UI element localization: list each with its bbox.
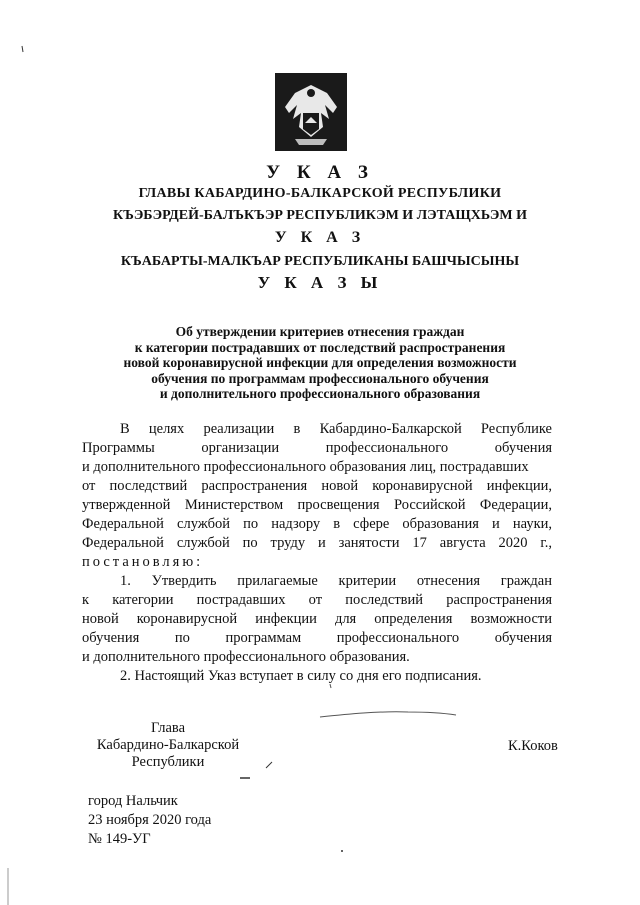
kabardian-heading: КЪЭБЭРДЕЙ-БАЛЪКЪЭР РЕСПУБЛИКЭМ И ЛЭТАЩХЬЭМ И [112,208,528,223]
body-line: от последствий распространения новой коронавирусной инфекции, [82,478,552,494]
body-line: Федеральной службой по труду и занятости 17 августа 2020 г., [82,535,552,551]
balkar-heading: КЪАБАРТЫ-МАЛКЪАР РЕСПУБЛИКАНЫ БАШЧЫСЫНЫ [120,254,520,269]
body-line: Федеральной службой по надзору в сфере образования и науки, [82,516,552,532]
item-2-line: 2. Настоящий Указ вступает в силу со дня его подписания. [120,668,482,684]
resolve-word: постановляю: [82,554,204,570]
body-line: утвержденной Министерством просвещения Российской Федерации, [82,497,552,513]
item-1-line: 1. Утвердить прилагаемые критерии отнесения граждан [120,573,552,589]
position-line: Кабардино-Балкарской [96,737,240,753]
city: город Нальчик [88,793,178,809]
signature-scribble [318,709,458,719]
position-line: Глава [150,720,186,736]
item-1-line: и дополнительного профессионального образования. [82,649,410,665]
decree-heading: У К А З [266,162,374,183]
head-of-republic-heading: ГЛАВЫ КАБАРДИНО-БАЛКАРСКОЙ РЕСПУБЛИКИ [138,186,502,201]
signatory-position [88,720,248,771]
decree-number: № 149-УГ [88,831,151,847]
position-line: Республики [131,754,205,770]
balkar-decree-heading: У К А З Ы [257,273,383,292]
title-line: и дополнительного профессионального образования [159,386,481,401]
kabardian-decree-heading: У К А З [274,229,366,246]
decree-footer [88,792,211,849]
item-1-line: обучения по программам профессионального обучения [82,630,552,646]
item-1-line: новой коронавирусной инфекции для определения возможности [82,611,552,627]
title-line: обучения по программам профессионального обучения [151,370,489,386]
body-line: и дополнительного профессионального образования лиц, пострадавших [82,459,529,475]
title-line: к категории пострадавших от последствий распространения [134,339,506,355]
date: 23 ноября 2020 года [88,812,212,828]
body-line: В целях реализации в Кабардино-Балкарской Республике [120,421,552,437]
item-1-line: к категории пострадавших от последствий распространения [82,592,552,608]
body-line: Программы организации профессионального обучения [82,440,552,456]
title-line: новой коронавирусной инфекции для определения возможности [123,355,517,370]
title-line: Об утверждении критериев отнесения граждан [175,324,465,339]
signatory-name: К.Коков [508,738,558,754]
coat-of-arms-emblem [275,73,347,151]
decree-title [70,324,570,402]
decree-body [82,420,552,686]
